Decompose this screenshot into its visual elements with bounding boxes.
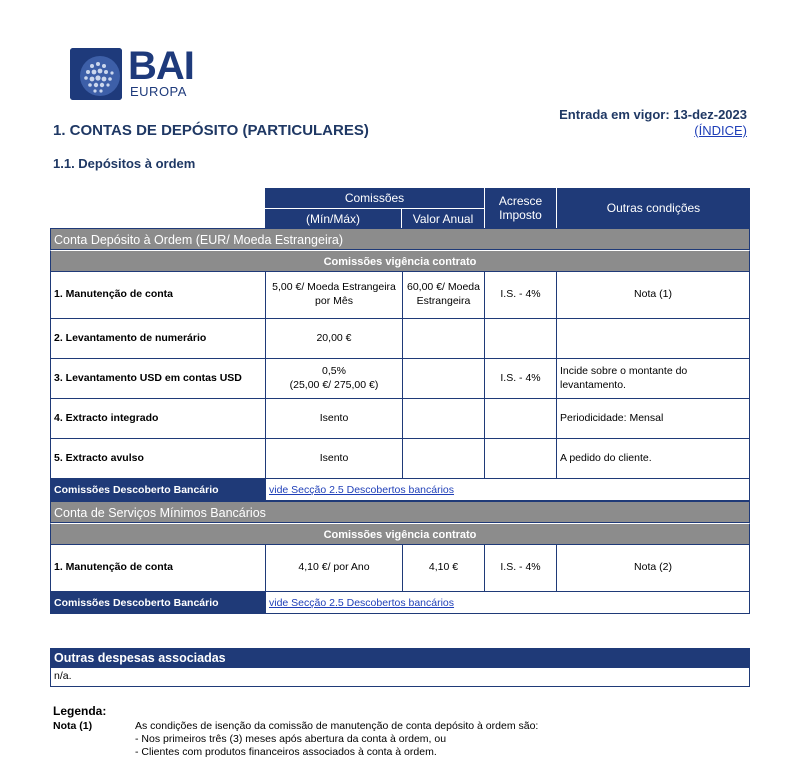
cell-imposto: I.S. - 4% [485,545,557,591]
header-comissoes: Comissões [265,188,484,208]
page-title: 1. CONTAS DE DEPÓSITO (PARTICULARES) [53,122,369,139]
cell-valor-anual: 60,00 €/ Moeda Estrangeira [403,272,485,318]
header-outras-condicoes: Outras condições [557,188,750,228]
table-row [50,399,750,439]
section-title: Conta Depósito à Ordem (EUR/ Moeda Estrangeira) [50,228,750,250]
table-row [50,545,750,592]
overdraft-row [50,592,750,614]
bai-logo [70,46,200,102]
cell-imposto [485,319,557,358]
header-valor-anual: Valor Anual [402,209,484,228]
cell-min-max: 5,00 €/ Moeda Estrangeira por Mês [266,272,403,318]
table-row [50,319,750,359]
cell-imposto: I.S. - 4% [485,272,557,318]
cell-valor-anual [403,359,485,398]
cell-outras: Nota (2) [634,561,672,574]
other-expenses-title: Outras despesas associadas [51,649,749,668]
cell-valor-anual: 4,10 € [403,545,485,591]
overdraft-label: Comissões Descoberto Bancário [51,592,266,613]
cell-min-max-pct: 0,5% [322,364,346,377]
row-label: 5. Extracto avulso [51,439,266,478]
cell-valor-anual [403,399,485,438]
globe-icon [70,48,122,100]
cell-min-max-range: (25,00 €/ 275,00 €) [289,378,379,391]
row-label: 1. Manutenção de conta [51,272,266,318]
cell-valor-anual [403,319,485,358]
table-row [50,272,750,319]
row-label: 1. Manutenção de conta [51,545,266,591]
note-line: - Clientes com produtos financeiros associados à conta à ordem. [135,746,437,758]
row-label: 2. Levantamento de numerário [51,319,266,358]
index-link[interactable]: (ÍNDICE) [694,123,747,138]
cell-min-max: Isento [266,399,403,438]
cell-imposto: I.S. - 4% [485,359,557,398]
brand-name: BAI [128,44,194,88]
fees-table [50,188,750,614]
section-subtitle-bar: Comissões vigência contrato [50,250,750,272]
cell-min-max [266,359,403,398]
section-title: Conta de Serviços Mínimos Bancários [50,501,750,523]
cell-min-max: Isento [266,439,403,478]
cell-outras: A pedido do cliente. [560,451,652,464]
section-subtitle-bar: Comissões vigência contrato [50,523,750,545]
effective-date: Entrada em vigor: 13-dez-2023 [559,107,747,122]
legend-title: Legenda: [53,704,107,718]
cell-outras: Nota (1) [634,288,672,301]
note-line: As condições de isenção da comissão de manutenção de conta depósito à ordem são: [135,720,539,732]
note-text [135,720,538,759]
overdraft-link[interactable]: vide Secção 2.5 Descobertos bancários [269,483,455,496]
overdraft-link[interactable]: vide Secção 2.5 Descobertos bancários [269,596,455,609]
cell-imposto [485,439,557,478]
cell-outras [557,319,749,358]
section-subtitle: 1.1. Depósitos à ordem [53,156,196,171]
overdraft-row [50,479,750,501]
table-row [50,439,750,479]
overdraft-label: Comissões Descoberto Bancário [51,479,266,500]
cell-outras: Incide sobre o montante do levantamento. [560,364,688,391]
header-min-max: (Mín/Máx) [265,209,401,228]
other-expenses-value: n/a. [54,670,72,682]
cell-valor-anual [403,439,485,478]
table-header [50,188,750,228]
other-expenses [50,648,750,687]
row-label: 4. Extracto integrado [51,399,266,438]
row-label: 3. Levantamento USD em contas USD [51,359,266,398]
cell-min-max: 4,10 €/ por Ano [266,545,403,591]
header-acresce-imposto: Acresce Imposto [485,188,556,228]
cell-min-max: 20,00 € [266,319,403,358]
brand-sub: EUROPA [130,84,187,99]
note-line: - Nos primeiros três (3) meses após abertura da conta à ordem, ou [135,733,447,745]
cell-outras: Periodicidade: Mensal [560,411,664,424]
cell-imposto [485,399,557,438]
note-label: Nota (1) [53,720,93,732]
table-row [50,359,750,399]
